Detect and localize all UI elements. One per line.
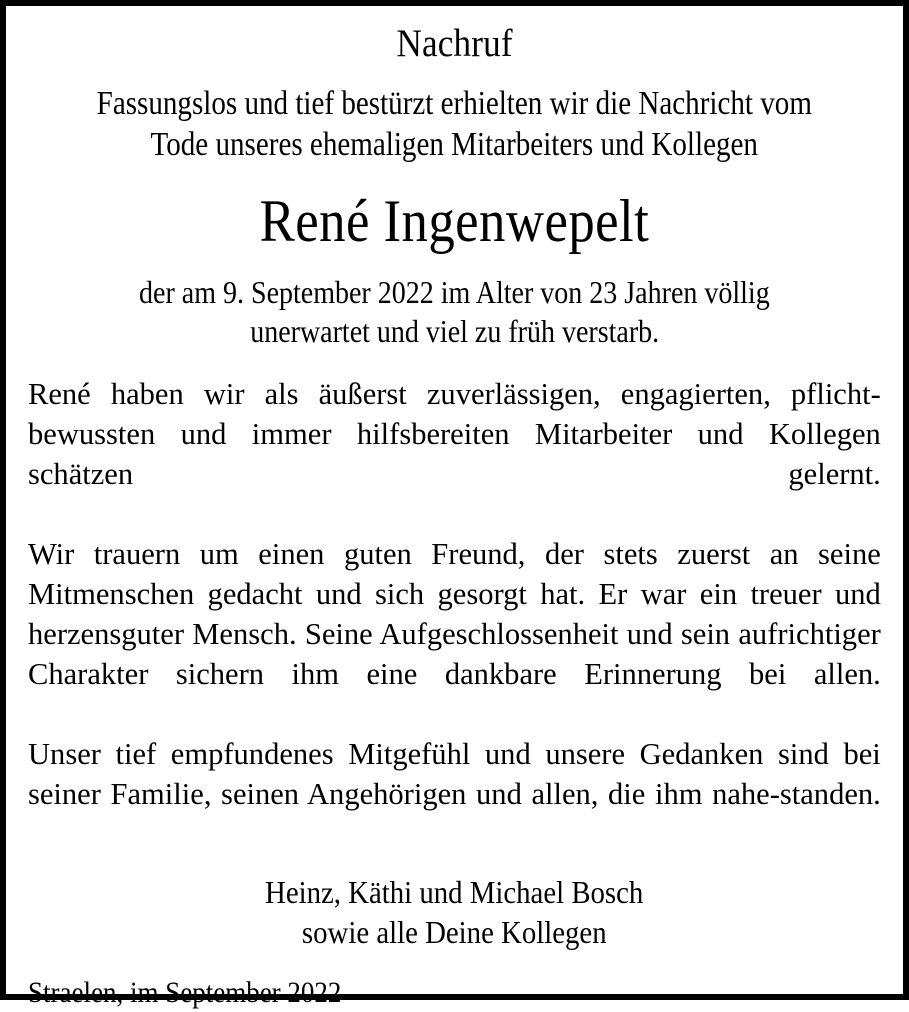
intro-line-2-text: Tode unseres ehemaligen Mitarbeiters und Kollegen (150, 126, 759, 163)
signature-block (28, 872, 881, 952)
intro-line-2 (28, 124, 881, 165)
date-line-2-text: unerwartet und viel zu früh verstarb. (250, 313, 659, 349)
date-line-1-text: der am 9. September 2022 im Alter von 23 Jahren völlig (139, 274, 770, 310)
signature-line-2 (28, 912, 881, 952)
date-line-1 (28, 273, 881, 312)
signature-line-2-text: sowie alle Deine Kollegen (302, 914, 607, 950)
body-paragraph: Unser tief empfundenes Mitgefühl und unsere Gedanken sind bei seiner Familie, seinen Angehörigen und allen, die ihm nahe-standen. (28, 736, 881, 811)
intro-text (28, 83, 881, 165)
deceased-name (28, 185, 881, 257)
body-paragraph: Wir trauern um einen guten Freund, der stets zuerst an seine Mitmenschen gedacht und sich gesorgt hat. Er war ein treuer und herzensguter Mensch. Seine Aufgeschlossenheit und sein aufrichtiger Charakter sichern ihm eine dankbare Erinnerung bei allen. (28, 536, 881, 691)
deceased-name-text: René Ingenwepelt (259, 188, 650, 254)
notice-footer-text: Straelen, im September 2022 (28, 976, 342, 1009)
signature-line-1 (28, 872, 881, 912)
intro-line-1-text: Fassungslos und tief bestürzt erhielten wir die Nachricht vom (96, 85, 813, 122)
date-line-2 (28, 312, 881, 351)
notice-title-text: Nachruf (396, 22, 513, 65)
notice-body (28, 374, 881, 854)
signature-line-1-text: Heinz, Käthi und Michael Bosch (265, 874, 644, 910)
notice-title (28, 20, 881, 68)
intro-line-1 (28, 83, 881, 124)
date-of-death-block (28, 273, 881, 351)
notice-footer (28, 974, 881, 1012)
body-paragraph: René haben wir als äußerst zuverlässigen, engagierten, pflicht-bewussten und immer hilfsbereiten Mitarbeiter und Kollegen schätzen gelernt. (28, 376, 881, 491)
